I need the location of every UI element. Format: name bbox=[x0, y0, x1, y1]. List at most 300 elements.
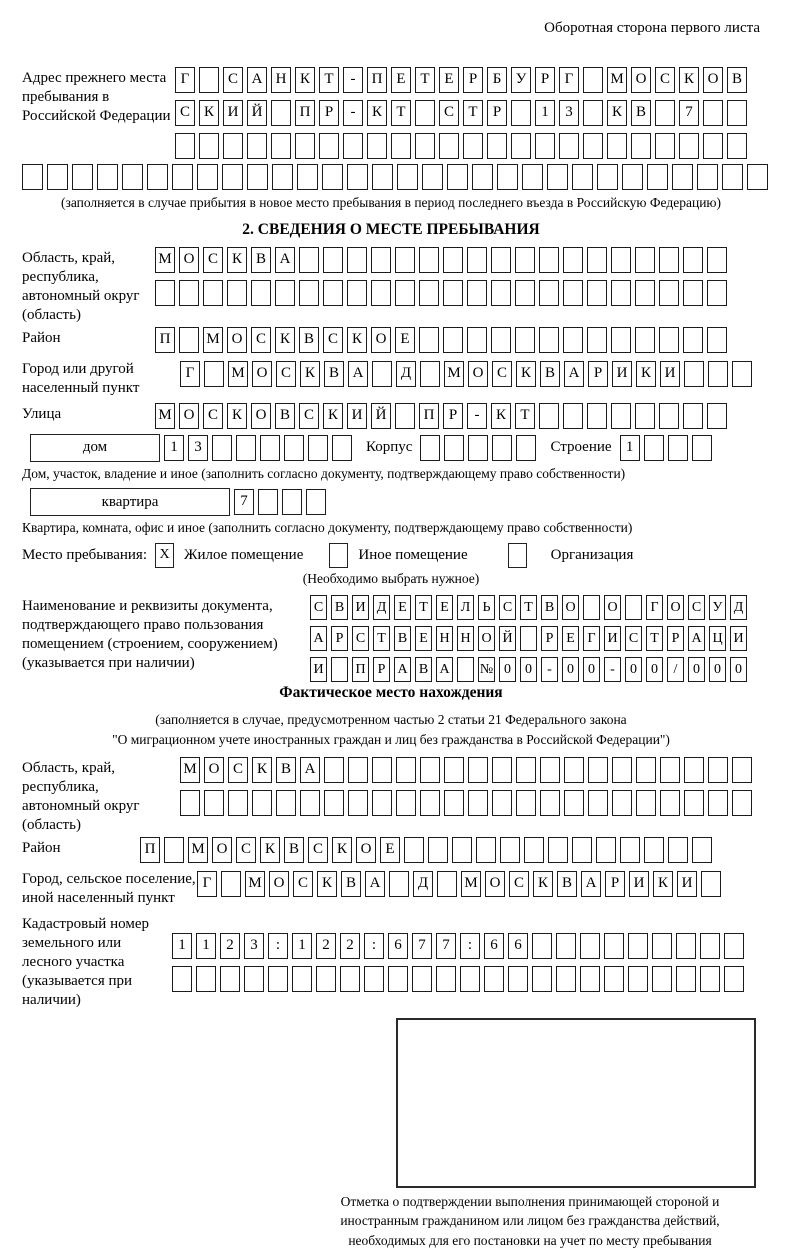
char-cell bbox=[707, 280, 727, 306]
char-cell bbox=[452, 837, 472, 863]
char-cell bbox=[147, 164, 168, 190]
char-cell: У bbox=[709, 595, 726, 620]
char-cell bbox=[412, 966, 432, 992]
prev-address-label: Адрес прежнего места пребывания в Российской Федерации bbox=[22, 70, 171, 124]
char-cell bbox=[524, 837, 544, 863]
char-cell: О bbox=[667, 595, 684, 620]
char-cell bbox=[700, 933, 720, 959]
char-cell bbox=[436, 966, 456, 992]
char-cell bbox=[415, 100, 435, 126]
char-cell bbox=[583, 67, 603, 93]
char-cell bbox=[588, 790, 608, 816]
char-cell: Е bbox=[415, 626, 432, 651]
char-cell bbox=[548, 837, 568, 863]
char-cell bbox=[199, 133, 219, 159]
char-cell: 1 bbox=[292, 933, 312, 959]
char-cell bbox=[492, 757, 512, 783]
char-cell bbox=[612, 757, 632, 783]
char-cell bbox=[635, 280, 655, 306]
char-cell: С bbox=[293, 871, 313, 897]
char-cell bbox=[443, 327, 463, 353]
char-cell: В bbox=[394, 626, 411, 651]
char-cell: О bbox=[204, 757, 224, 783]
char-cell bbox=[179, 280, 199, 306]
char-cell bbox=[284, 435, 304, 461]
char-cell bbox=[722, 164, 743, 190]
char-cell: Р bbox=[443, 403, 463, 429]
char-cell bbox=[439, 133, 459, 159]
region-grid-1 bbox=[155, 247, 727, 273]
char-cell bbox=[564, 790, 584, 816]
char-cell: О bbox=[179, 403, 199, 429]
char-cell bbox=[515, 327, 535, 353]
char-cell bbox=[468, 757, 488, 783]
char-cell bbox=[179, 327, 199, 353]
char-cell bbox=[371, 247, 391, 273]
char-cell: А bbox=[247, 67, 267, 93]
char-cell bbox=[724, 966, 744, 992]
stay-type-checkbox-organization bbox=[508, 543, 527, 568]
char-cell bbox=[212, 435, 232, 461]
char-cell bbox=[655, 133, 675, 159]
char-cell: А bbox=[310, 626, 327, 651]
char-cell: И bbox=[629, 871, 649, 897]
char-cell: 7 bbox=[679, 100, 699, 126]
char-cell: И bbox=[347, 403, 367, 429]
char-cell bbox=[444, 757, 464, 783]
char-cell: Г bbox=[559, 67, 579, 93]
char-cell: Ц bbox=[709, 626, 726, 651]
char-cell bbox=[572, 164, 593, 190]
char-cell bbox=[703, 133, 723, 159]
char-cell bbox=[197, 164, 218, 190]
stroenie-label: Строение bbox=[550, 439, 612, 456]
char-cell: С bbox=[352, 626, 369, 651]
char-cell bbox=[583, 100, 603, 126]
char-cell bbox=[724, 933, 744, 959]
char-cell bbox=[422, 164, 443, 190]
char-cell: К bbox=[227, 403, 247, 429]
char-cell: 1 bbox=[172, 933, 192, 959]
char-cell bbox=[419, 247, 439, 273]
char-cell bbox=[457, 657, 474, 682]
street-label: Улица bbox=[22, 405, 62, 422]
ownership-doc-grid-3 bbox=[310, 657, 747, 682]
char-cell bbox=[437, 871, 457, 897]
char-cell: 6 bbox=[484, 933, 504, 959]
house-type-box: дом bbox=[30, 434, 160, 462]
actual-district-row bbox=[22, 837, 760, 863]
char-cell bbox=[204, 361, 224, 387]
char-cell: : bbox=[460, 933, 480, 959]
char-cell bbox=[420, 361, 440, 387]
char-cell bbox=[684, 757, 704, 783]
actual-city-grid bbox=[197, 871, 721, 897]
char-cell bbox=[476, 837, 496, 863]
char-cell bbox=[697, 164, 718, 190]
char-cell bbox=[701, 871, 721, 897]
char-cell bbox=[324, 757, 344, 783]
char-cell: О bbox=[269, 871, 289, 897]
char-cell bbox=[391, 133, 411, 159]
char-cell bbox=[299, 247, 319, 273]
char-cell bbox=[340, 966, 360, 992]
char-cell: К bbox=[199, 100, 219, 126]
char-cell: А bbox=[394, 657, 411, 682]
char-cell: В bbox=[284, 837, 304, 863]
char-cell bbox=[747, 164, 768, 190]
char-cell: К bbox=[636, 361, 656, 387]
char-cell bbox=[692, 837, 712, 863]
char-cell: Р bbox=[463, 67, 483, 93]
char-cell bbox=[372, 361, 392, 387]
char-cell bbox=[703, 100, 723, 126]
char-cell: П bbox=[419, 403, 439, 429]
char-cell: О bbox=[478, 626, 495, 651]
char-cell: 3 bbox=[188, 435, 208, 461]
stay-type-note: (Необходимо выбрать нужное) bbox=[302, 570, 480, 586]
char-cell: М bbox=[245, 871, 265, 897]
char-cell bbox=[659, 247, 679, 273]
char-cell bbox=[372, 164, 393, 190]
char-cell: С bbox=[439, 100, 459, 126]
char-cell: Т bbox=[515, 403, 535, 429]
char-cell bbox=[343, 133, 363, 159]
char-cell bbox=[587, 327, 607, 353]
char-cell: О bbox=[356, 837, 376, 863]
char-cell: : bbox=[364, 933, 384, 959]
char-cell: К bbox=[679, 67, 699, 93]
apartment-type-box: квартира bbox=[30, 488, 230, 516]
char-cell: 1 bbox=[620, 435, 640, 461]
char-cell bbox=[268, 966, 288, 992]
char-cell bbox=[587, 280, 607, 306]
apartment-row bbox=[22, 488, 760, 516]
ownership-doc-grid-2 bbox=[310, 626, 747, 651]
char-cell bbox=[539, 280, 559, 306]
char-cell bbox=[683, 403, 703, 429]
char-cell bbox=[660, 790, 680, 816]
char-cell: Т bbox=[415, 595, 432, 620]
char-cell bbox=[683, 247, 703, 273]
char-cell bbox=[47, 164, 68, 190]
char-cell: С bbox=[228, 757, 248, 783]
char-cell bbox=[122, 164, 143, 190]
char-cell bbox=[676, 966, 696, 992]
char-cell: М bbox=[444, 361, 464, 387]
char-cell bbox=[468, 435, 488, 461]
char-cell bbox=[628, 933, 648, 959]
char-cell bbox=[539, 327, 559, 353]
char-cell bbox=[520, 626, 537, 651]
char-cell: 1 bbox=[164, 435, 184, 461]
char-cell: А bbox=[564, 361, 584, 387]
char-cell bbox=[367, 133, 387, 159]
char-cell: М bbox=[228, 361, 248, 387]
char-cell bbox=[659, 403, 679, 429]
char-cell bbox=[487, 133, 507, 159]
char-cell: Й bbox=[371, 403, 391, 429]
prev-address-grids bbox=[175, 67, 747, 159]
char-cell bbox=[732, 790, 752, 816]
char-cell bbox=[564, 757, 584, 783]
char-cell: Н bbox=[436, 626, 453, 651]
char-cell bbox=[611, 280, 631, 306]
char-cell bbox=[580, 933, 600, 959]
stay-type-option-other: Иное помещение bbox=[358, 546, 468, 563]
char-cell bbox=[396, 790, 416, 816]
char-cell: С bbox=[223, 67, 243, 93]
char-cell: М bbox=[188, 837, 208, 863]
char-cell: 0 bbox=[499, 657, 516, 682]
char-cell bbox=[625, 595, 642, 620]
char-cell bbox=[395, 280, 415, 306]
char-cell bbox=[463, 133, 483, 159]
char-cell: С bbox=[175, 100, 195, 126]
char-cell bbox=[364, 966, 384, 992]
char-cell: Т bbox=[319, 67, 339, 93]
char-cell bbox=[260, 435, 280, 461]
char-cell bbox=[668, 435, 688, 461]
char-cell bbox=[672, 164, 693, 190]
char-cell bbox=[443, 247, 463, 273]
char-cell: 0 bbox=[562, 657, 579, 682]
cadastre-grid-1 bbox=[172, 933, 744, 959]
char-cell: К bbox=[295, 67, 315, 93]
char-cell: - bbox=[604, 657, 621, 682]
char-cell bbox=[460, 966, 480, 992]
korpus-label: Корпус bbox=[366, 439, 413, 456]
char-cell bbox=[271, 100, 291, 126]
char-cell bbox=[492, 790, 512, 816]
char-cell bbox=[732, 361, 752, 387]
korpus-grid bbox=[420, 435, 536, 461]
char-cell: П bbox=[155, 327, 175, 353]
char-cell: Ь bbox=[478, 595, 495, 620]
district-grid bbox=[155, 327, 727, 353]
char-cell: Н bbox=[457, 626, 474, 651]
char-cell: Р bbox=[487, 100, 507, 126]
char-cell bbox=[516, 435, 536, 461]
char-cell: О bbox=[252, 361, 272, 387]
char-cell bbox=[272, 164, 293, 190]
house-note: Дом, участок, владение и иное (заполнить согласно документу, подтверждающему право собственности) bbox=[22, 465, 626, 481]
city-label: Город или другой населенный пункт bbox=[22, 360, 140, 396]
char-cell bbox=[258, 489, 278, 515]
char-cell bbox=[22, 164, 43, 190]
char-cell bbox=[472, 164, 493, 190]
char-cell: Р bbox=[667, 626, 684, 651]
char-cell bbox=[247, 133, 267, 159]
char-cell bbox=[659, 280, 679, 306]
char-cell bbox=[572, 837, 592, 863]
char-cell bbox=[622, 164, 643, 190]
char-cell bbox=[516, 790, 536, 816]
char-cell bbox=[372, 790, 392, 816]
char-cell bbox=[692, 435, 712, 461]
char-cell bbox=[97, 164, 118, 190]
char-cell: О bbox=[562, 595, 579, 620]
char-cell bbox=[444, 790, 464, 816]
char-cell bbox=[652, 966, 672, 992]
cadastre-label: Кадастровый номер земельного или лесного участка (указывается при наличии) bbox=[22, 915, 149, 1008]
page-header: Оборотная сторона первого листа bbox=[544, 20, 760, 36]
char-cell: : bbox=[268, 933, 288, 959]
city-row bbox=[22, 358, 760, 398]
char-cell bbox=[323, 280, 343, 306]
region-grids bbox=[155, 247, 727, 306]
char-cell bbox=[222, 164, 243, 190]
char-cell bbox=[252, 790, 272, 816]
char-cell bbox=[292, 966, 312, 992]
char-cell: И bbox=[352, 595, 369, 620]
char-cell bbox=[683, 280, 703, 306]
char-cell bbox=[511, 100, 531, 126]
char-cell bbox=[468, 790, 488, 816]
char-cell bbox=[587, 247, 607, 273]
char-cell: - bbox=[467, 403, 487, 429]
char-cell: Г bbox=[197, 871, 217, 897]
actual-location-note-line1: (заполняется в случае, предусмотренном частью 2 статьи 21 Федерального закона bbox=[155, 712, 627, 728]
char-cell: 0 bbox=[625, 657, 642, 682]
char-cell bbox=[348, 790, 368, 816]
region-grid-2 bbox=[155, 280, 727, 306]
char-cell bbox=[497, 164, 518, 190]
char-cell: К bbox=[332, 837, 352, 863]
char-cell: 2 bbox=[340, 933, 360, 959]
char-cell: Е bbox=[562, 626, 579, 651]
char-cell bbox=[547, 164, 568, 190]
char-cell bbox=[251, 280, 271, 306]
char-cell bbox=[563, 403, 583, 429]
char-cell: О bbox=[703, 67, 723, 93]
char-cell: И bbox=[677, 871, 697, 897]
house-number-grid bbox=[164, 435, 352, 461]
actual-location-note bbox=[22, 710, 760, 751]
char-cell: 0 bbox=[646, 657, 663, 682]
char-cell: 1 bbox=[196, 933, 216, 959]
char-cell: 7 bbox=[234, 489, 254, 515]
char-cell: - bbox=[343, 67, 363, 93]
actual-city-label: Город, сельское поселение, иной населенный пункт bbox=[22, 870, 196, 906]
char-cell bbox=[223, 133, 243, 159]
char-cell bbox=[467, 280, 487, 306]
char-cell: А bbox=[581, 871, 601, 897]
stamp-note: Отметка о подтверждении выполнения принимающей стороной и иностранным гражданином или лицом без гражданства действий, необходимых для его постановки на учет по месту пребывания bbox=[340, 1193, 720, 1248]
stay-type-option-residential: Жилое помещение bbox=[184, 546, 304, 563]
char-cell: М bbox=[461, 871, 481, 897]
actual-region-grids bbox=[180, 757, 752, 816]
char-cell: К bbox=[275, 327, 295, 353]
char-cell: Р bbox=[331, 626, 348, 651]
char-cell: Й bbox=[247, 100, 267, 126]
char-cell: С bbox=[308, 837, 328, 863]
actual-district-grid bbox=[140, 837, 712, 863]
char-cell: К bbox=[491, 403, 511, 429]
char-cell bbox=[647, 164, 668, 190]
char-cell bbox=[347, 280, 367, 306]
char-cell: Л bbox=[457, 595, 474, 620]
char-cell bbox=[324, 790, 344, 816]
char-cell bbox=[660, 757, 680, 783]
char-cell: В bbox=[540, 361, 560, 387]
char-cell: / bbox=[667, 657, 684, 682]
char-cell bbox=[396, 757, 416, 783]
char-cell: М bbox=[180, 757, 200, 783]
district-label: Район bbox=[22, 329, 61, 346]
char-cell bbox=[175, 133, 195, 159]
stay-type-option-organization: Организация bbox=[550, 546, 634, 563]
char-cell: О bbox=[251, 403, 271, 429]
apartment-note: Квартира, комната, офис и иное (заполнить согласно документу, подтверждающему право собственности) bbox=[22, 520, 633, 536]
char-cell: Р bbox=[605, 871, 625, 897]
char-cell: С bbox=[509, 871, 529, 897]
char-cell bbox=[300, 790, 320, 816]
char-cell bbox=[347, 164, 368, 190]
street-grid bbox=[155, 403, 727, 429]
char-cell bbox=[652, 933, 672, 959]
actual-region-grid-1 bbox=[180, 757, 752, 783]
char-cell bbox=[164, 837, 184, 863]
char-cell: 3 bbox=[244, 933, 264, 959]
char-cell: 6 bbox=[388, 933, 408, 959]
char-cell bbox=[539, 403, 559, 429]
char-cell bbox=[532, 933, 552, 959]
char-cell: 7 bbox=[412, 933, 432, 959]
char-cell: В bbox=[251, 247, 271, 273]
char-cell bbox=[707, 247, 727, 273]
char-cell: С bbox=[203, 403, 223, 429]
char-cell bbox=[155, 280, 175, 306]
char-cell bbox=[668, 837, 688, 863]
char-cell bbox=[604, 933, 624, 959]
char-cell bbox=[420, 757, 440, 783]
char-cell: С bbox=[655, 67, 675, 93]
char-cell bbox=[535, 133, 555, 159]
char-cell bbox=[708, 361, 728, 387]
char-cell bbox=[644, 435, 664, 461]
char-cell: Р bbox=[588, 361, 608, 387]
char-cell: И bbox=[612, 361, 632, 387]
char-cell: К bbox=[607, 100, 627, 126]
char-cell: Г bbox=[583, 626, 600, 651]
char-cell: Т bbox=[520, 595, 537, 620]
char-cell bbox=[415, 133, 435, 159]
char-cell: Е bbox=[391, 67, 411, 93]
char-cell: В bbox=[727, 67, 747, 93]
char-cell bbox=[659, 327, 679, 353]
prev-address-note: (заполняется в случае прибытия в новое место пребывания в период последнего въезда в Российскую Федерацию) bbox=[60, 195, 722, 210]
cadastre-grids bbox=[172, 933, 744, 992]
char-cell: А bbox=[275, 247, 295, 273]
prev-address-grid-2 bbox=[175, 100, 747, 126]
char-cell bbox=[282, 489, 302, 515]
char-cell bbox=[563, 327, 583, 353]
cadastre-row bbox=[22, 913, 760, 1010]
char-cell bbox=[732, 757, 752, 783]
char-cell: Г bbox=[180, 361, 200, 387]
char-cell bbox=[323, 247, 343, 273]
char-cell: С bbox=[236, 837, 256, 863]
char-cell bbox=[180, 790, 200, 816]
char-cell: 0 bbox=[730, 657, 747, 682]
char-cell: 6 bbox=[508, 933, 528, 959]
char-cell bbox=[316, 966, 336, 992]
char-cell bbox=[583, 133, 603, 159]
char-cell bbox=[388, 966, 408, 992]
char-cell: О bbox=[212, 837, 232, 863]
char-cell bbox=[467, 327, 487, 353]
